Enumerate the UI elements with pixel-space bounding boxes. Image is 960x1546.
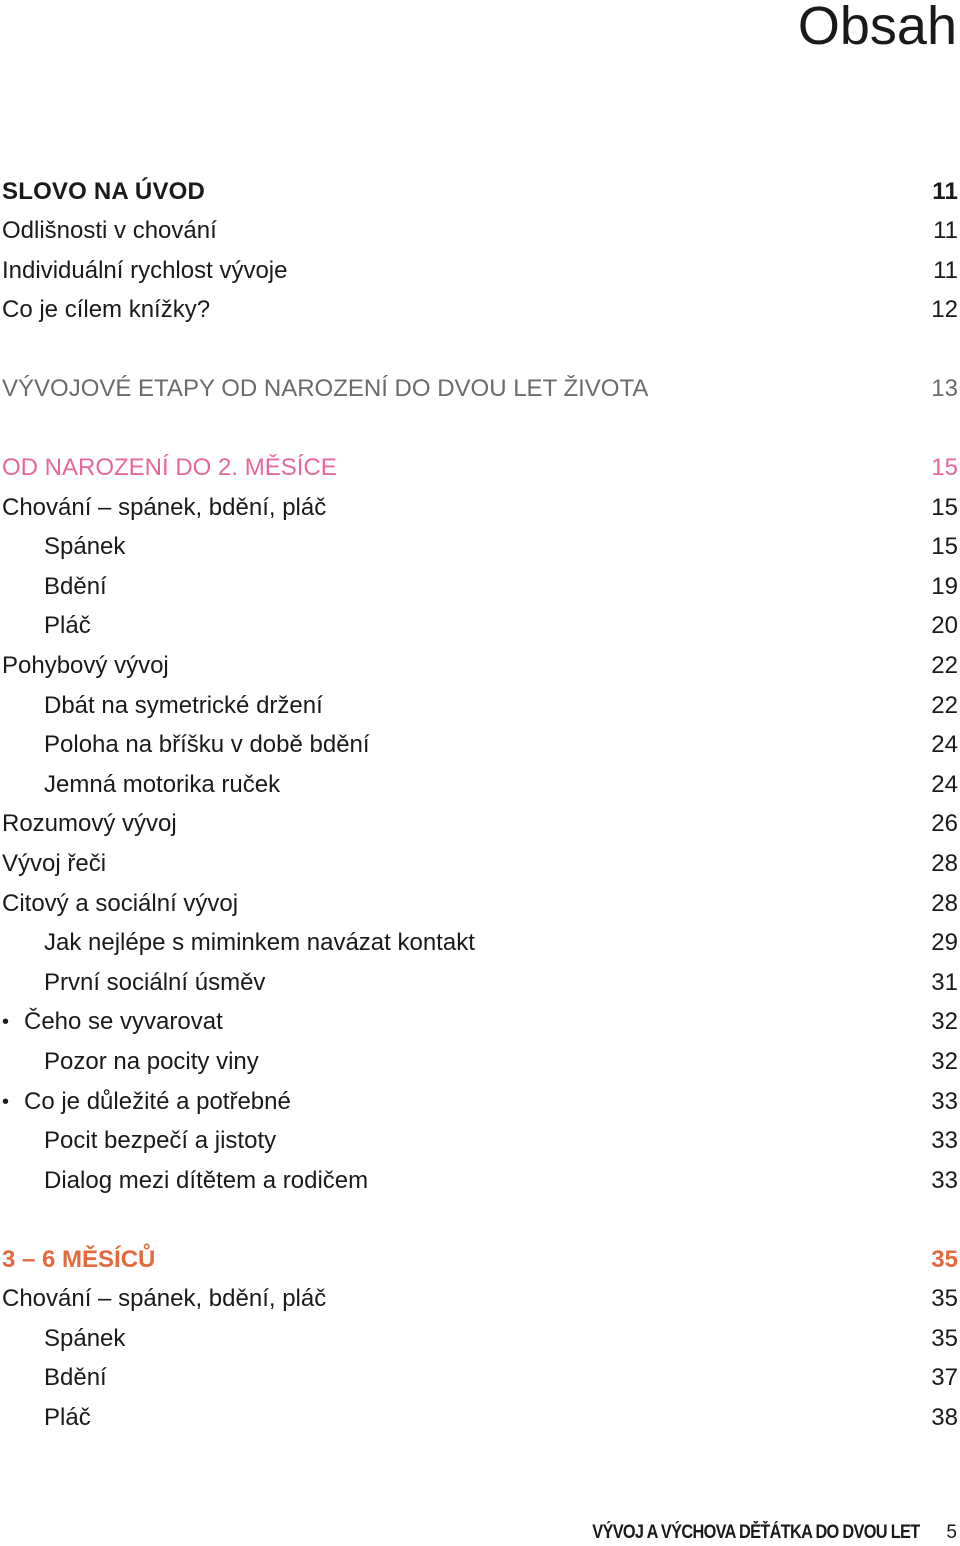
toc-entry[interactable] (0, 1358, 960, 1398)
toc-entry-title: Pozor na pocity viny (44, 1048, 259, 1075)
toc-entry[interactable] (0, 923, 960, 963)
toc-entry[interactable] (0, 1398, 960, 1438)
toc-entry-page-number: 28 (931, 890, 958, 917)
toc-entry-page-number: 24 (931, 771, 958, 798)
toc-entry-title: Pocit bezpečí a jistoty (44, 1127, 277, 1154)
toc-entry-page-number: 19 (931, 573, 958, 600)
toc-entry-title: 3 – 6 MĚSÍCŮ (2, 1246, 156, 1273)
toc-entry[interactable] (0, 527, 960, 567)
toc-entry[interactable] (0, 844, 960, 884)
toc-entry-page-number: 33 (931, 1127, 958, 1154)
toc-entry-title: Spánek (44, 533, 126, 560)
toc-entry-title: Jak nejlépe s miminkem navázat kontakt (44, 929, 475, 956)
page-footer (539, 1520, 957, 1546)
toc-entry-page-number: 33 (931, 1088, 958, 1115)
toc-entry-title: SLOVO NA ÚVOD (2, 178, 206, 205)
toc-entry-page-number: 11 (932, 178, 958, 205)
toc-entry[interactable] (0, 1279, 960, 1319)
toc-entry-title: Spánek (44, 1325, 126, 1352)
toc-entry-title: VÝVOJOVÉ ETAPY OD NAROZENÍ DO DVOU LET ŽIVOTA (2, 375, 649, 402)
toc-entry-title: Bdění (44, 1364, 107, 1391)
toc-entry-title: Vývoj řeči (2, 850, 107, 877)
toc-entry-title: Chování – spánek, bdění, pláč (2, 1285, 327, 1312)
toc-entry-title: Pohybový vývoj (2, 652, 169, 679)
toc-entry-title: Čeho se vyvarovat (24, 1008, 223, 1035)
toc-entry[interactable] (0, 488, 960, 528)
toc-entry-page-number: 15 (931, 533, 958, 560)
toc-entry[interactable] (0, 1319, 960, 1359)
toc-entry-page-number: 29 (931, 929, 958, 956)
toc-entry-page-number: 22 (931, 692, 958, 719)
toc-entry[interactable] (0, 804, 960, 844)
toc-entry-title: Pláč (44, 1404, 91, 1431)
toc-entry[interactable] (0, 369, 960, 409)
toc-entry-title: Dbát na symetrické držení (44, 692, 323, 719)
toc-entry-page-number: 38 (931, 1404, 958, 1431)
toc-entry-title: Jemná motorika ruček (44, 771, 281, 798)
toc-entry-page-number: 33 (931, 1167, 958, 1194)
toc-entry-title: Pláč (44, 612, 91, 639)
toc-entry[interactable] (0, 1161, 960, 1201)
toc-entry[interactable] (0, 567, 960, 607)
toc-entry[interactable] (0, 646, 960, 686)
toc-entry[interactable] (0, 686, 960, 726)
toc-entry[interactable] (0, 1121, 960, 1161)
toc-entry-page-number: 26 (931, 810, 958, 837)
toc-entry[interactable] (0, 251, 960, 291)
toc-entry[interactable] (0, 1002, 960, 1042)
toc-entry[interactable] (0, 1042, 960, 1082)
toc-entry-page-number: 13 (931, 375, 958, 402)
toc-entry[interactable] (0, 765, 960, 805)
toc-entry-page-number: 35 (931, 1246, 958, 1273)
toc-entry-page-number: 11 (933, 217, 958, 244)
toc-entry[interactable] (0, 963, 960, 1003)
bullet-icon: • (2, 1091, 10, 1113)
toc-entry-title: OD NAROZENÍ DO 2. MĚSÍCE (2, 454, 337, 481)
toc-entry-title: Co je cílem knížky? (2, 296, 211, 323)
toc-entry-page-number: 24 (931, 731, 958, 758)
toc-entry-page-number: 15 (931, 454, 958, 481)
toc-entry[interactable] (0, 1240, 960, 1280)
toc-entry-page-number: 32 (931, 1008, 958, 1035)
toc-entry[interactable] (0, 211, 960, 251)
toc-entry[interactable] (0, 725, 960, 765)
toc-entry-page-number: 12 (931, 296, 958, 323)
bullet-icon: • (2, 1011, 10, 1033)
toc-entry[interactable] (0, 1082, 960, 1122)
toc-entry-page-number: 15 (931, 494, 958, 521)
footer-book-title: VÝVOJ A VÝCHOVA DĚŤÁTKA DO DVOU LET (591, 1522, 920, 1543)
toc-entry-title: Citový a sociální vývoj (2, 890, 239, 917)
toc-entry-title: Poloha na bříšku v době bdění (44, 731, 370, 758)
toc-entry-title: Dialog mezi dítětem a rodičem (44, 1167, 369, 1194)
toc-entry-page-number: 37 (931, 1364, 958, 1391)
toc-entry[interactable] (0, 606, 960, 646)
toc-entry-title: Co je důležité a potřebné (24, 1088, 291, 1115)
toc-entry-page-number: 22 (931, 652, 958, 679)
toc-entry[interactable] (0, 448, 960, 488)
toc-entry-title: Chování – spánek, bdění, pláč (2, 494, 327, 521)
toc-entry-title: Rozumový vývoj (2, 810, 177, 837)
toc-entry[interactable] (0, 172, 960, 212)
toc-entry[interactable] (0, 290, 960, 330)
toc-entry-page-number: 35 (931, 1285, 958, 1312)
page-title: Obsah (797, 0, 957, 56)
toc-entry-title: Individuální rychlost vývoje (2, 257, 288, 284)
toc-entry-page-number: 31 (931, 969, 958, 996)
toc-entry-title: Odlišnosti v chování (2, 217, 217, 244)
toc-entry[interactable] (0, 884, 960, 924)
toc-entry-page-number: 28 (931, 850, 958, 877)
toc-entry-page-number: 35 (931, 1325, 958, 1352)
toc-entry-title: První sociální úsměv (44, 969, 266, 996)
toc-entry-page-number: 20 (931, 612, 958, 639)
footer-page-number: 5 (946, 1522, 957, 1543)
toc-entry-page-number: 11 (933, 257, 958, 284)
toc-entry-title: Bdění (44, 573, 107, 600)
toc-entry-page-number: 32 (931, 1048, 958, 1075)
